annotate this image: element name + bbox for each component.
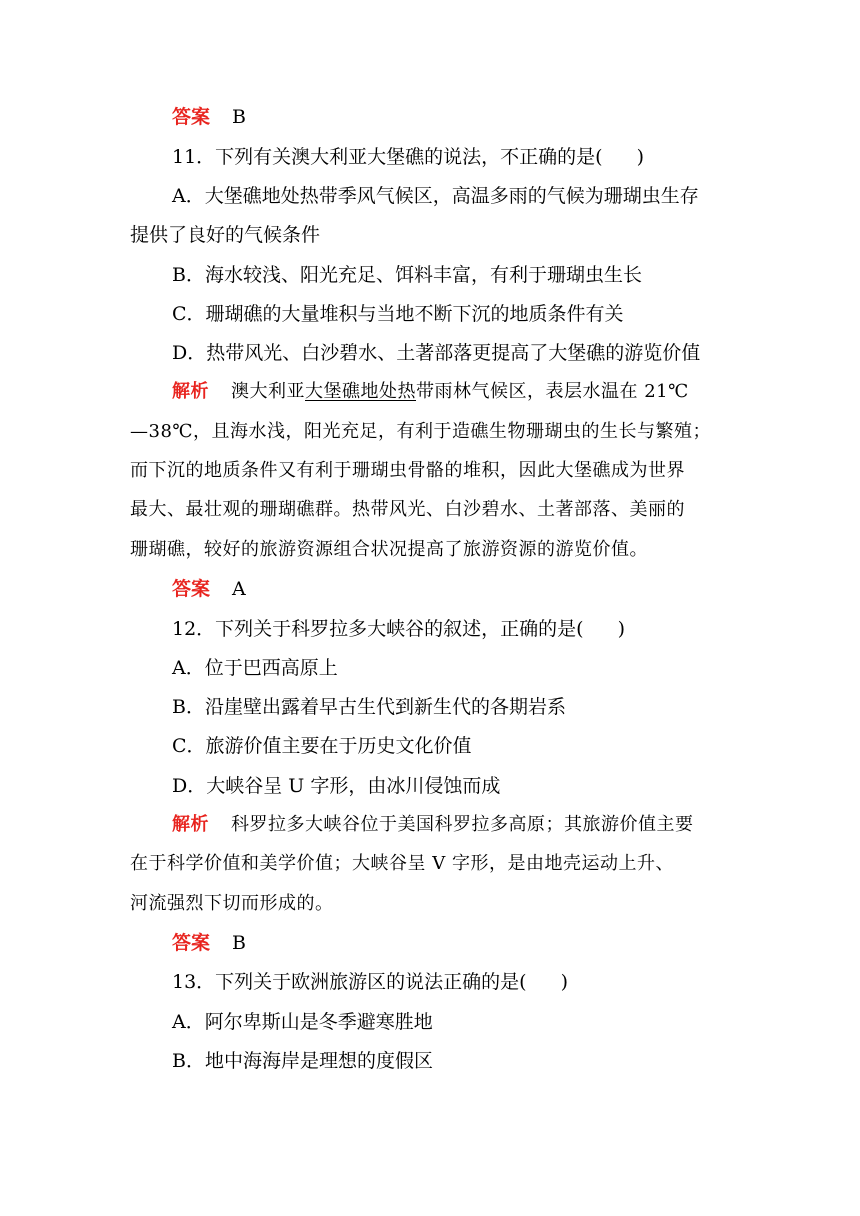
question-stem-close: ) bbox=[636, 146, 645, 168]
question-11-stem bbox=[172, 145, 644, 169]
explanation-label: 解析 bbox=[172, 381, 209, 402]
question-11-explanation-line: 而下沉的地质条件又有利于珊瑚虫骨骼的堆积，因此大堡礁成为世界 bbox=[130, 460, 685, 481]
answer-label: 答案 bbox=[172, 106, 211, 128]
question-stem-text: 11．下列有关澳大利亚大堡礁的说法，不正确的是( bbox=[172, 146, 603, 168]
answer-line bbox=[172, 105, 246, 129]
question-11-explanation-line: —38℃，且海水浅，阳光充足，有利于造礁生物珊瑚虫的生长与繁殖； bbox=[130, 421, 712, 442]
question-11-explanation bbox=[172, 380, 689, 404]
question-13-option-b: B．地中海海岸是理想的度假区 bbox=[172, 1050, 433, 1072]
explanation-text: 带雨林气候区，表层水温在 21℃ bbox=[416, 381, 689, 402]
explanation-underlined-text: 大堡礁地处热 bbox=[305, 381, 416, 402]
question-12-explanation-line: 河流强烈下切而形成的。 bbox=[130, 893, 334, 914]
question-12-stem bbox=[172, 617, 625, 641]
question-13-stem bbox=[172, 970, 568, 994]
answer-line bbox=[172, 577, 246, 601]
answer-value: B bbox=[232, 932, 246, 954]
question-12-option-c: C．旅游价值主要在于历史文化价值 bbox=[172, 735, 472, 757]
answer-value: B bbox=[232, 106, 246, 128]
answer-label: 答案 bbox=[172, 578, 211, 600]
question-stem-close: ) bbox=[617, 618, 626, 640]
question-11-explanation-line: 最大、最壮观的珊瑚礁群。热带风光、白沙碧水、土著部落、美丽的 bbox=[130, 499, 685, 520]
question-12-option-b: B．沿崖壁出露着早古生代到新生代的各期岩系 bbox=[172, 696, 566, 718]
question-11-option-d: D．热带风光、白沙碧水、土著部落更提高了大堡礁的游览价值 bbox=[172, 342, 701, 364]
question-13-option-a: A．阿尔卑斯山是冬季避寒胜地 bbox=[172, 1011, 433, 1033]
question-11-option-a-continued: 提供了良好的气候条件 bbox=[130, 224, 321, 246]
question-12-option-d: D．大峡谷呈 U 字形，由冰川侵蚀而成 bbox=[172, 775, 501, 797]
answer-value: A bbox=[232, 578, 246, 600]
question-stem-text: 13．下列关于欧洲旅游区的说法正确的是( bbox=[172, 971, 527, 993]
answer-label: 答案 bbox=[172, 932, 211, 954]
question-11-option-c: C．珊瑚礁的大量堆积与当地不断下沉的地质条件有关 bbox=[172, 303, 624, 325]
answer-line bbox=[172, 931, 246, 955]
explanation-text: 科罗拉多大峡谷位于美国科罗拉多高原；其旅游价值主要 bbox=[231, 814, 694, 835]
question-11-option-b: B．海水较浅、阳光充足、饵料丰富，有利于珊瑚虫生长 bbox=[172, 264, 642, 286]
explanation-text: 澳大利亚 bbox=[231, 381, 305, 402]
question-12-explanation bbox=[172, 813, 694, 837]
question-11-explanation-line: 珊瑚礁，较好的旅游资源组合状况提高了旅游资源的游览价值。 bbox=[130, 539, 648, 560]
question-12-explanation-line: 在于科学价值和美学价值；大峡谷呈 V 字形，是由地壳运动上升、 bbox=[130, 853, 674, 874]
question-11-option-a: A．大堡礁地处热带季风气候区，高温多雨的气候为珊瑚虫生存 bbox=[172, 185, 699, 207]
question-stem-close: ) bbox=[560, 971, 569, 993]
question-stem-text: 12．下列关于科罗拉多大峡谷的叙述，正确的是( bbox=[172, 618, 584, 640]
question-12-option-a: A．位于巴西高原上 bbox=[172, 657, 338, 679]
explanation-label: 解析 bbox=[172, 814, 209, 835]
